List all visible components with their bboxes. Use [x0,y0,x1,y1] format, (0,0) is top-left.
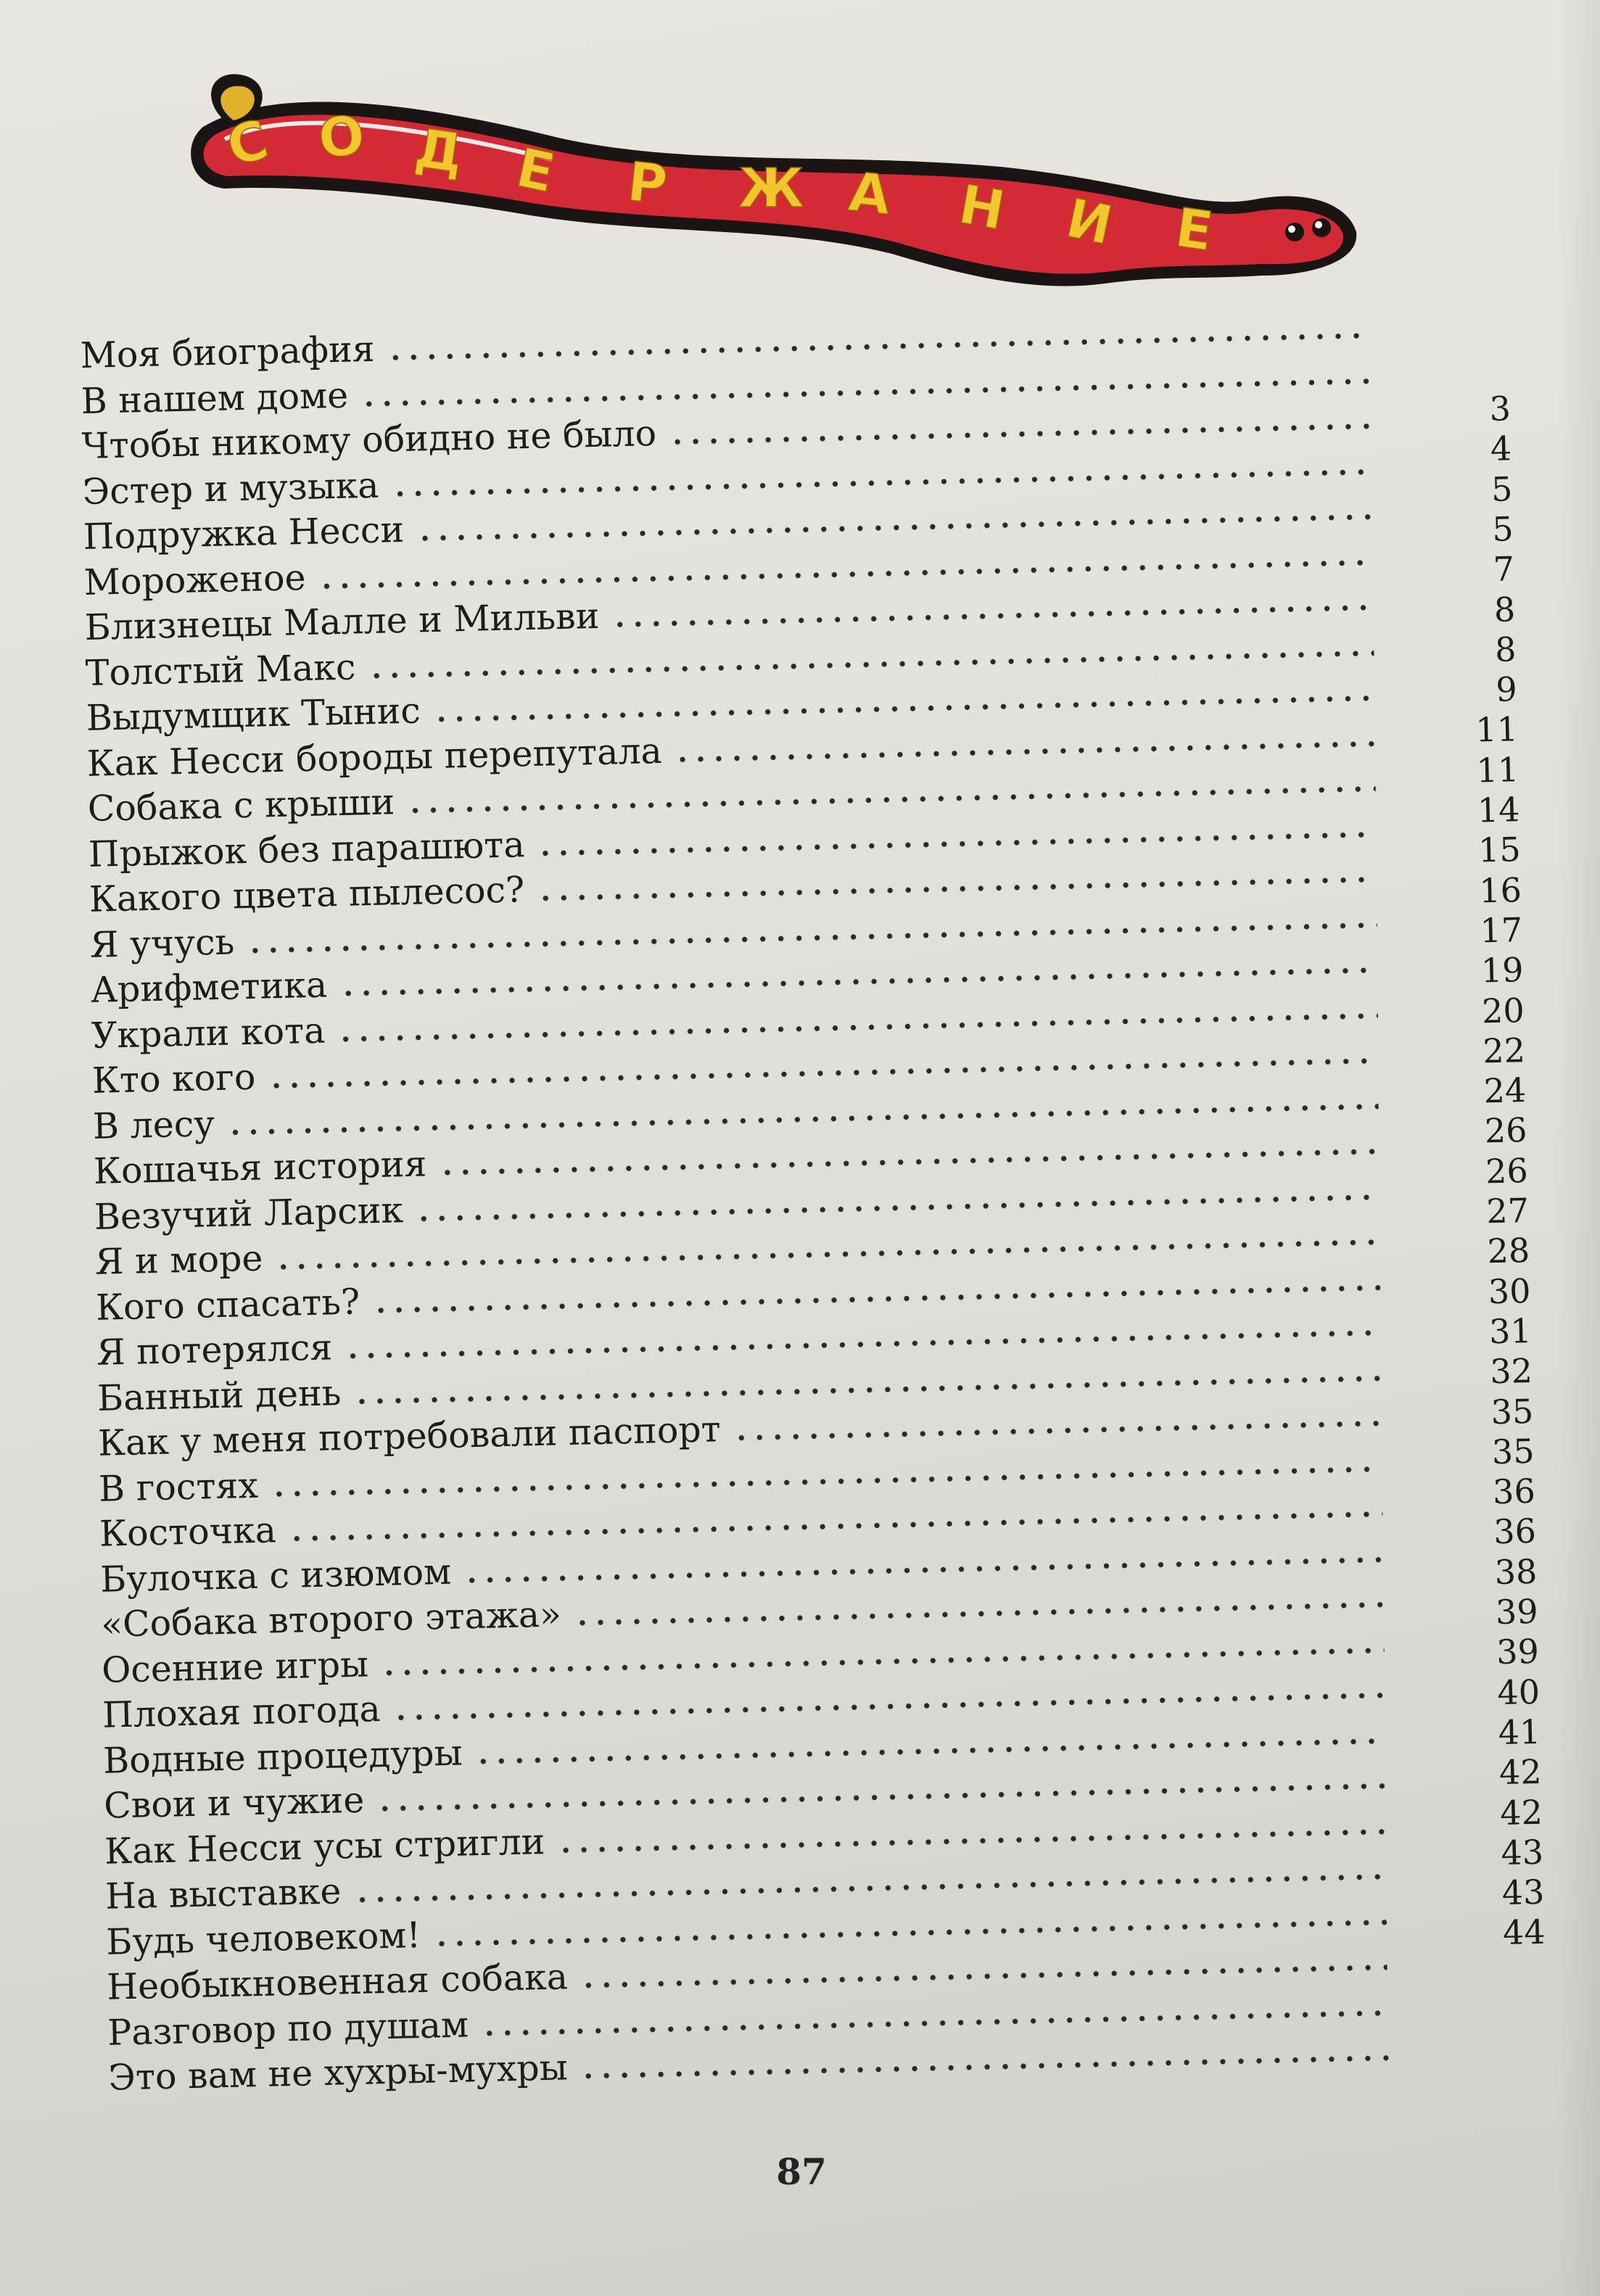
toc-entry-title: Арифметика [90,964,328,1011]
toc-entry-title: Прыжок без парашюта [88,823,526,875]
banner-eye-right-highlight [1315,221,1322,228]
banner-letter-7: А [846,160,894,228]
table-of-contents [80,302,1546,2117]
toc-entry-title: Осенние игры [101,1643,369,1691]
banner-eye-left-highlight [1288,226,1295,233]
banner-letter-6: Ж [738,157,804,220]
toc-page-number: 28 [1487,1231,1530,1271]
toc-entry-title: Необыкновенная собака [106,1956,569,2008]
toc-entry-title: Подружка Несси [83,508,405,558]
toc-entry-title: Моя биография [80,328,376,376]
toc-page-number: 17 [1480,909,1523,951]
toc-entry-title: Я учусь [89,920,235,966]
toc-dot-leader [580,2054,1388,2081]
toc-page-number: 7 [1492,549,1515,590]
toc-entry-title: Кошачья история [93,1143,427,1192]
toc-entry-title: В гостях [98,1464,259,1510]
toc-page-number: 36 [1492,1471,1536,1512]
toc-page-number: 39 [1495,1591,1539,1632]
toc-entry-title: Эстер и музыка [82,464,380,513]
toc-page-number: 26 [1485,1150,1529,1192]
toc-page-number: 35 [1491,1431,1535,1472]
toc-page-number: 5 [1490,468,1513,509]
toc-entry-title: Это вам не хухры-мухры [107,2047,569,2099]
toc-entry-title: Водные процедуры [102,1732,463,1782]
toc-page-number: 22 [1482,1030,1526,1071]
toc-entry-title: Как Несси усы стригли [104,1820,545,1872]
banner-letter-5: Р [624,150,671,217]
toc-page-number: 39 [1496,1632,1540,1672]
toc-page-number: 44 [1502,1912,1546,1953]
toc-page-number: 32 [1489,1351,1533,1392]
toc-page-number: 8 [1493,589,1516,629]
toc-entry-title: В лесу [92,1102,215,1147]
toc-page-number: 9 [1495,669,1518,709]
contents-heading-banner [181,58,1385,305]
toc-entry-title: Близнецы Малле и Мильви [84,595,600,648]
toc-entry-title: Разговор по душам [107,2003,469,2054]
toc-page-number: 19 [1480,950,1525,991]
toc-page-number: 42 [1498,1751,1543,1793]
toc-entry-title: Толстый Макс [85,645,356,694]
toc-entry-title: Косточка [99,1509,277,1555]
toc-entry-title: Собака с крыши [87,781,395,830]
toc-page-number: 43 [1500,1832,1544,1872]
toc-page-number: 36 [1493,1511,1537,1552]
toc-entry-title: Как Несси бороды перепутала [86,730,663,785]
banner-letter-3: Д [411,117,467,186]
toc-entry-title: Свои и чужие [103,1779,365,1827]
toc-page-number: 26 [1484,1110,1528,1151]
toc-page-number: 43 [1501,1872,1545,1913]
toc-entry-title: «Собака второго этажа» [100,1593,562,1645]
banner-letter-4: Е [511,136,560,205]
toc-page-number: 5 [1491,509,1514,549]
toc-entry-title: Выдумщик Тынис [86,690,421,739]
toc-entry-title: Кто кого [91,1056,256,1102]
toc-entry-title: Везучий Ларсик [94,1189,404,1238]
toc-page-number: 31 [1488,1310,1533,1352]
toc-page-number: 20 [1481,990,1525,1031]
toc-entry-title: Булочка с изюмом [99,1550,452,1601]
toc-page-number: 24 [1483,1070,1527,1111]
toc-entry-title: На выставке [104,1870,342,1917]
toc-page-number: 35 [1490,1391,1534,1432]
banner-letter-8: Н [954,173,1010,243]
toc-page-number: 4 [1490,429,1512,469]
toc-page-number: 3 [1488,389,1512,429]
toc-entry-title: Будь человеком! [105,1914,421,1963]
toc-page-number: 8 [1494,629,1517,669]
banner-eye-left [1285,223,1304,241]
toc-entry-title: Я и море [94,1237,264,1283]
toc-entry-title: Как у меня потребовали паспорт [97,1408,722,1464]
toc-entry-title: Банный день [96,1371,342,1419]
toc-page-number: 11 [1475,709,1519,750]
toc-entry-title: Я потерялся [96,1326,333,1374]
toc-page-number: 41 [1498,1711,1541,1753]
banner-eye-right [1312,218,1331,237]
toc-entry-title: Кого спасать? [95,1281,360,1329]
banner-letter-2: О [316,104,368,171]
toc-entry-title: Мороженое [83,556,307,603]
toc-page-number: 27 [1485,1190,1530,1231]
toc-page-number: 42 [1499,1792,1543,1833]
toc-dot-leader [733,1419,1382,1442]
page-edge-shadow [1556,0,1600,2296]
toc-entry-title: В нашем доме [81,374,349,422]
toc-entry-title: Чтобы никому обидно не было [81,413,657,467]
toc-page-number: 40 [1496,1672,1541,1712]
toc-page-number: 11 [1475,749,1519,790]
page-number: 87 [776,2150,827,2193]
banner-letter-10: Е [1171,197,1217,264]
toc-entry-title: Украли кота [91,1009,326,1057]
toc-page-number: 15 [1477,830,1522,870]
toc-page-number: 14 [1477,790,1521,830]
banner-letter-1: С [220,108,275,179]
toc-page-number: 16 [1478,870,1522,911]
toc-page-number: 38 [1494,1551,1538,1592]
banner-letter-9: И [1060,186,1118,257]
toc-entry-title: Плохая погода [102,1688,382,1736]
toc-entry-title: Какого цвета пылесос? [88,869,525,920]
toc-page-number: 30 [1488,1271,1532,1311]
